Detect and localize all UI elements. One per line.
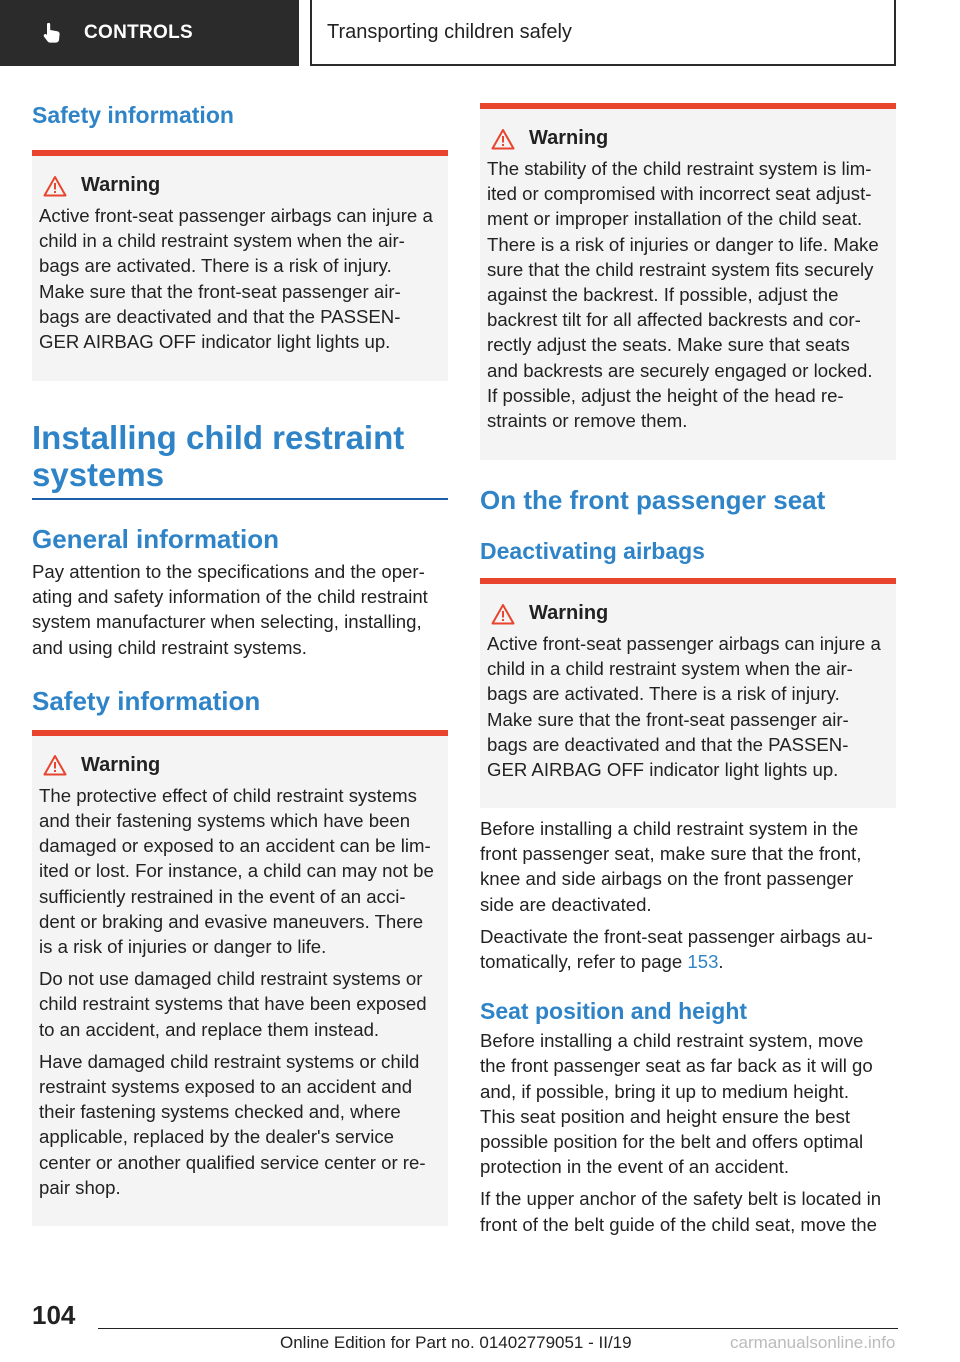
warning-text <box>39 203 442 354</box>
text-line: side are deactivated. <box>480 893 652 915</box>
text-line: center or another qualified service center or re- <box>39 1151 426 1173</box>
text-fragment: tomatically, refer to page <box>480 951 688 973</box>
warning-box-front-airbags <box>480 578 896 808</box>
heading-rule <box>32 498 448 500</box>
text-line: knee and side airbags on the front passenger <box>480 868 854 890</box>
text-line: against the backrest. If possible, adjust the <box>487 284 839 306</box>
warning-box-airbags <box>32 150 448 381</box>
text-line: and backrests are securely engaged or locked. <box>487 359 873 381</box>
text-line: If the upper anchor of the safety belt is located in <box>480 1188 882 1210</box>
text-line: to an accident, and replace them instead. <box>39 1018 380 1040</box>
text-line: The protective effect of child restraint systems <box>39 784 417 806</box>
warning-box-stability <box>480 103 896 460</box>
warning-title-text: Warning <box>529 602 609 624</box>
section-title: Transporting children safely <box>310 0 896 66</box>
warning-title-text: Warning <box>81 753 161 776</box>
text-line: sufficiently restrained in the event of an acci- <box>39 885 406 907</box>
warning-triangle-icon <box>43 754 67 776</box>
left-column <box>32 100 448 1226</box>
footer-rule <box>98 1328 898 1329</box>
text-line: GER AIRBAG OFF indicator light lights up. <box>487 759 839 781</box>
general-information-heading: General information <box>32 524 280 554</box>
text-line: is a risk of injuries or danger to life. <box>39 936 327 958</box>
text-line: bags are deactivated and that the PASSEN- <box>39 305 401 327</box>
chapter-tab[interactable] <box>0 0 299 66</box>
text-line: Deactivate the front-seat passenger airbags au- <box>480 925 873 947</box>
text-line: restraint systems exposed to an accident and <box>39 1076 413 1098</box>
warning-triangle-icon <box>43 175 67 197</box>
seat-position-text <box>480 1028 896 1179</box>
text-line: Pay attention to the specifications and the oper- <box>32 561 425 582</box>
upper-anchor-text <box>480 1186 896 1236</box>
text-line: system manufacturer when selecting, installing, <box>32 611 422 633</box>
text-line: backrest tilt for all affected backrests and cor- <box>487 309 861 331</box>
warning-text <box>487 631 890 782</box>
text-line: and their fastening systems which have been <box>39 810 411 832</box>
warning-paragraph <box>39 783 442 959</box>
text-line: and using child restraint systems. <box>32 636 307 658</box>
text-line: ment or improper installation of the child seat. <box>487 208 863 230</box>
text-line: possible position for the belt and offers optimal <box>480 1131 864 1153</box>
warning-title <box>487 127 890 150</box>
text-line: child restraint systems that have been exposed <box>39 993 427 1015</box>
text-line: protection in the event of an accident. <box>480 1156 790 1178</box>
right-column <box>480 103 896 1237</box>
deactivate-text <box>480 924 896 974</box>
warning-title-text: Warning <box>81 174 161 196</box>
page-number: 104 <box>32 1300 76 1330</box>
safety-information-heading-2: Safety information <box>32 685 261 716</box>
text-line: ited or lost. For instance, a child can may not be <box>39 860 434 882</box>
warning-box-damaged-restraints <box>32 730 448 1226</box>
text-line: child in a child restraint system when the air- <box>487 658 853 680</box>
text-line: This seat position and height ensure the best <box>480 1105 851 1127</box>
text-line: straints or remove them. <box>487 410 688 432</box>
text-line: If possible, adjust the height of the head re- <box>487 384 844 406</box>
text-line: bags are activated. There is a risk of injury. <box>487 683 840 705</box>
edition-text: Online Edition for Part no. 01402779051 - II/19 <box>280 1333 632 1352</box>
general-information-text <box>32 559 448 660</box>
text-line: their fastening systems checked and, where <box>39 1101 401 1123</box>
pointing-hand-icon <box>40 21 64 45</box>
text-line: front of the belt guide of the child seat, move the <box>480 1213 877 1235</box>
warning-paragraph <box>39 1049 442 1200</box>
text-line: Active front-seat passenger airbags can injure a <box>487 633 881 654</box>
warning-text <box>487 156 890 433</box>
text-line: Have damaged child restraint systems or child <box>39 1050 420 1072</box>
installing-heading <box>32 419 448 493</box>
text-line: front passenger seat, make sure that the front, <box>480 843 862 865</box>
heading-line: systems <box>32 456 165 493</box>
text-line: Before installing a child restraint system in the <box>480 818 859 839</box>
text-line: Make sure that the front-seat passenger air- <box>39 280 401 302</box>
text-line <box>480 949 896 974</box>
warning-title <box>39 754 442 777</box>
front-passenger-seat-heading: On the front passenger seat <box>480 485 826 515</box>
text-line: There is a risk of injuries or danger to life. Make <box>487 233 879 255</box>
warning-triangle-icon <box>491 603 515 625</box>
text-line: bags are activated. There is a risk of injury. <box>39 255 392 277</box>
text-line: damaged or exposed to an accident can be lim- <box>39 835 431 857</box>
text-line: rectly adjust the seats. Make sure that seats <box>487 334 850 356</box>
text-line: and, if possible, bring it up to medium height. <box>480 1080 849 1102</box>
deactivating-airbags-heading: Deactivating airbags <box>480 538 705 564</box>
seat-position-heading: Seat position and height <box>480 998 748 1025</box>
page-reference-link[interactable]: 153 <box>687 951 719 973</box>
text-line: ating and safety information of the child restraint <box>32 586 428 608</box>
before-installing-text <box>480 816 896 917</box>
page-header <box>0 0 960 66</box>
warning-title-text: Warning <box>529 127 609 149</box>
text-line: ited or compromised with incorrect seat adjust- <box>487 183 872 205</box>
text-line: child in a child restraint system when the air- <box>39 230 405 252</box>
text-fragment: . <box>718 951 724 973</box>
text-line: the front passenger seat as far back as it will go <box>480 1055 873 1077</box>
warning-title <box>487 602 890 625</box>
text-line: Do not use damaged child restraint systems or <box>39 968 423 990</box>
text-line: GER AIRBAG OFF indicator light lights up. <box>39 331 391 353</box>
heading-line: Installing child restraint <box>32 419 405 456</box>
warning-title <box>39 174 442 197</box>
text-line: Before installing a child restraint system, move <box>480 1030 864 1052</box>
watermark: carmanualsonline.info <box>730 1333 896 1352</box>
safety-information-heading: Safety information <box>32 102 234 128</box>
text-line: pair shop. <box>39 1176 121 1198</box>
chapter-label: CONTROLS <box>84 22 194 43</box>
text-line: bags are deactivated and that the PASSEN- <box>487 733 849 755</box>
text-line: sure that the child restraint system fits securely <box>487 258 874 280</box>
warning-triangle-icon <box>491 128 515 150</box>
warning-paragraph <box>39 966 442 1042</box>
text-line: applicable, replaced by the dealer's service <box>39 1126 394 1148</box>
text-line: Active front-seat passenger airbags can injure a <box>39 205 433 226</box>
text-line: Make sure that the front-seat passenger air- <box>487 708 849 730</box>
text-line: The stability of the child restraint system is lim- <box>487 158 872 179</box>
text-line: dent or braking and evasive maneuvers. There <box>39 910 424 932</box>
